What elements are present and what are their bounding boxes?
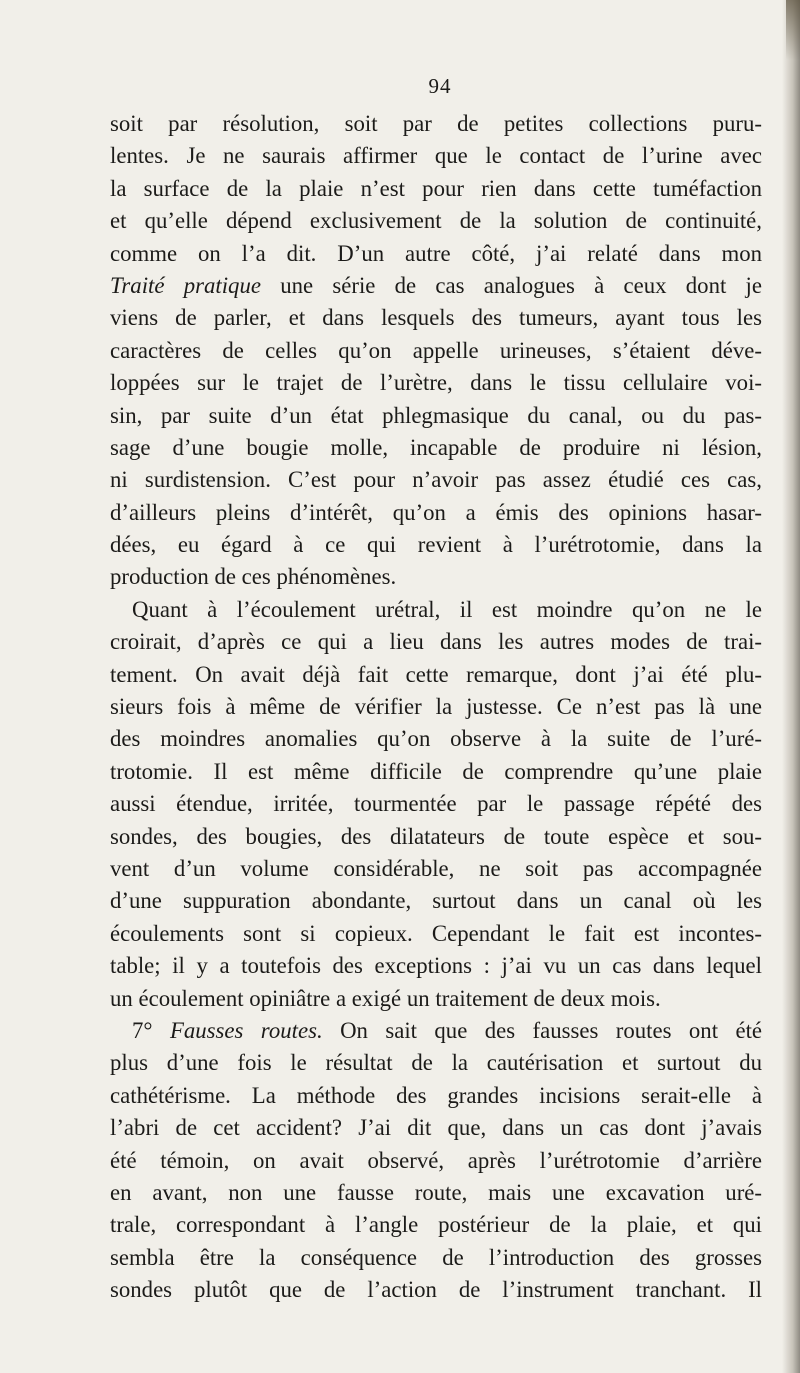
text-line: trale, correspondant à l’angle postérieur de la plaie, et qui xyxy=(110,1212,762,1238)
text-line: caractères de celles qu’on appelle urineuses, s’étaient déve- xyxy=(110,337,762,363)
text-line-rest: une série de cas analogues à ceux dont je xyxy=(260,272,762,298)
text-line: plus d’une fois le résultat de la cautérisation et surtout du xyxy=(110,1050,762,1076)
text-line: comme on l’a dit. D’un autre côté, j’ai relaté dans mon xyxy=(110,240,762,266)
text-line: table; il y a toutefois des exceptions : j’ai vu un cas dans lequel xyxy=(110,953,762,979)
text-line-rest: On sait que des fausses routes ont été xyxy=(322,1017,762,1043)
book-title-italic: Traité pratique xyxy=(110,272,261,298)
text-line: dées, eu égard à ce qui revient à l’urétrotomie, dans la xyxy=(110,532,762,558)
text-line: Quant à l’écoulement urétral, il est moindre qu’on ne le xyxy=(132,596,762,622)
text-line: sieurs fois à même de vérifier la justesse. Ce n’est pas là une xyxy=(110,694,762,720)
text-line: un écoulement opiniâtre a exigé un traitement de deux mois. xyxy=(110,985,661,1011)
text-line xyxy=(110,270,762,302)
text-line: soit par résolution, soit par de petites collections puru- xyxy=(110,111,762,136)
text-line: cathétérisme. La méthode des grandes incisions serait-elle à xyxy=(110,1082,762,1108)
section-heading-italic: Fausses routes. xyxy=(169,1017,323,1043)
text-line: et qu’elle dépend exclusivement de la solution de continuité, xyxy=(110,208,762,234)
text-line: sondes plutôt que de l’action de l’instrument tranchant. Il xyxy=(110,1277,762,1303)
page-corner-shadow xyxy=(786,0,800,60)
page-edge-shadow xyxy=(782,0,800,1373)
text-line: trotomie. Il est même difficile de comprendre qu’une plaie xyxy=(110,758,762,784)
text-line: des moindres anomalies qu’on observe à la suite de l’uré- xyxy=(110,726,762,752)
text-line: la surface de la plaie n’est pour rien dans cette tuméfaction xyxy=(110,175,762,201)
text-line: aussi étendue, irritée, tourmentée par le passage répété des xyxy=(110,791,762,817)
text-line: sembla être la conséquence de l’introduction des grosses xyxy=(110,1244,762,1270)
text-line: l’abri de cet accident? J’ai dit que, dans un cas dont j’avais xyxy=(110,1115,762,1141)
page-number: 94 xyxy=(428,74,452,98)
text-line: croirait, d’après ce qui a lieu dans les autres modes de trai- xyxy=(110,629,762,655)
text-line: sin, par suite d’un état phlegmasique du canal, ou du pas- xyxy=(110,402,762,428)
text-line: d’une suppuration abondante, surtout dans un canal où les xyxy=(110,888,762,914)
text-line: d’ailleurs pleins d’intérêt, qu’on a émis des opinions hasar- xyxy=(110,499,762,525)
text-line: loppées sur le trajet de l’urètre, dans le tissu cellulaire voi- xyxy=(110,370,762,396)
body-text xyxy=(110,108,762,1306)
text-line: sage d’une bougie molle, incapable de produire ni lésion, xyxy=(110,434,762,460)
section-number: 7° xyxy=(132,1017,170,1043)
text-line: lentes. Je ne saurais affirmer que le contact de l’urine avec xyxy=(110,143,762,169)
text-line: en avant, non une fausse route, mais une excavation uré- xyxy=(110,1179,762,1205)
text-line: tement. On avait déjà fait cette remarque, dont j’ai été plu- xyxy=(110,661,762,687)
text-line: été témoin, on avait observé, après l’urétrotomie d’arrière xyxy=(110,1147,762,1173)
text-line: sondes, des bougies, des dilatateurs de toute espèce et sou- xyxy=(110,823,762,849)
text-line xyxy=(110,1015,762,1047)
text-line: ni surdistension. C’est pour n’avoir pas assez étudié ces cas, xyxy=(110,467,762,493)
text-line: écoulements sont si copieux. Cependant le fait est incontes- xyxy=(110,920,762,946)
text-line: vent d’un volume considérable, ne soit pas accompagnée xyxy=(110,855,762,881)
text-line: production de ces phénomènes. xyxy=(110,564,397,590)
text-line: viens de parler, et dans lesquels des tumeurs, ayant tous les xyxy=(110,305,762,331)
